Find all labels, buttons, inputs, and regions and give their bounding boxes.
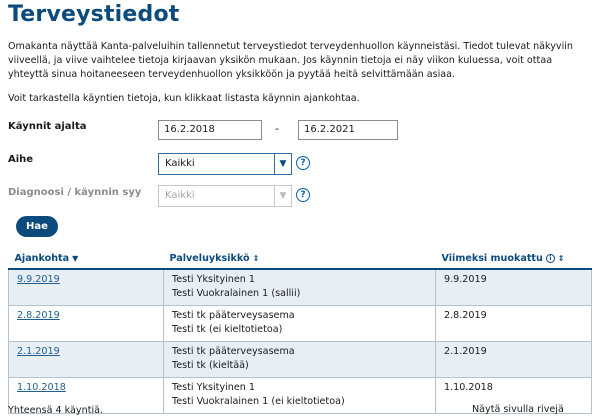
- unit-line-2: Testi Vuokralainen 1 (ei kieltotietoa): [172, 396, 345, 407]
- intro-text: Omakanta näyttää Kanta-palveluihin tallennetut terveystiedot terveydenhuollon käynneistäsi. Tiedot tulevat näkyviin viiveellä, ja viive vaihtelee tietoja kirjaavan yksikön mukaan. Jos käynnin tietoja ei näy viikon kuluessa, voit ottaa yhteyttä sinua hoitaneeseen terveydenhuollon yksikköön ja pyytää heitä selvittämään asiaa.: [8, 41, 574, 80]
- visit-date-link[interactable]: 2.1.2019: [17, 346, 60, 357]
- modified-cell: 2.8.2019: [436, 306, 592, 342]
- date-separator: -: [275, 122, 279, 135]
- table-row: [9, 269, 592, 306]
- chevron-down-icon: ▼: [274, 186, 291, 206]
- column-header-unit-label: Palveluyksikkö: [169, 252, 250, 264]
- table-row: [9, 342, 592, 378]
- date-range-label: Käynnit ajalta: [8, 121, 87, 132]
- modified-cell: 1.10.2018: [436, 378, 592, 414]
- sort-icon: ⇕: [557, 253, 565, 263]
- hint-text: Voit tarkastella käyntien tietoja, kun klikkaat listasta käynnin ajankohtaa.: [8, 93, 360, 104]
- column-header-date[interactable]: [9, 248, 164, 269]
- visit-date-cell: [9, 269, 164, 306]
- help-icon[interactable]: ?: [296, 188, 310, 202]
- visit-date-cell: [9, 306, 164, 342]
- chevron-down-icon: ▼: [274, 154, 291, 174]
- date-from-input[interactable]: 16.2.2018: [158, 120, 262, 140]
- column-header-modified-label: Viimeksi muokattu: [441, 252, 543, 264]
- unit-line-1: Testi tk pääterveysasema: [172, 346, 295, 357]
- diagnosis-label: Diagnoosi / käynnin syy: [8, 187, 142, 198]
- unit-line-1: Testi Yksityinen 1: [172, 274, 256, 285]
- unit-cell: [164, 269, 436, 306]
- visits-table: [8, 248, 592, 414]
- date-to-input[interactable]: 16.2.2021: [298, 120, 398, 140]
- unit-cell: [164, 342, 436, 378]
- modified-cell: 9.9.2019: [436, 269, 592, 306]
- total-count: Yhteensä 4 käyntiä.: [8, 405, 104, 416]
- unit-line-2: Testi tk (kieltää): [172, 360, 249, 371]
- search-button[interactable]: Hae: [16, 216, 58, 237]
- diagnosis-select: [158, 185, 292, 207]
- table-row: [9, 306, 592, 342]
- table-header-row: [9, 248, 592, 269]
- column-header-unit[interactable]: [164, 248, 436, 269]
- visit-date-link[interactable]: 1.10.2018: [17, 382, 66, 393]
- visit-date-cell: [9, 342, 164, 378]
- unit-line-2: Testi tk (ei kieltotietoa): [172, 324, 283, 335]
- topic-label: Aihe: [8, 154, 34, 165]
- unit-line-2: Testi Vuokralainen 1 (sallii): [172, 288, 301, 299]
- info-icon[interactable]: i: [546, 254, 555, 263]
- diagnosis-select-value: Kaikki: [165, 190, 195, 201]
- modified-cell: 2.1.2019: [436, 342, 592, 378]
- rows-per-page-label: Näytä sivulla rivejä: [472, 404, 564, 415]
- column-header-modified[interactable]: [436, 248, 592, 269]
- unit-cell: [164, 306, 436, 342]
- sort-descending-icon: ▼: [72, 253, 79, 263]
- unit-line-1: Testi Yksityinen 1: [172, 382, 256, 393]
- topic-select[interactable]: [158, 153, 292, 175]
- unit-cell: [164, 378, 436, 414]
- page-title: Terveystiedot: [8, 2, 180, 27]
- column-header-date-label: Ajankohta: [14, 252, 70, 264]
- visit-date-link[interactable]: 9.9.2019: [17, 274, 60, 285]
- visit-date-link[interactable]: 2.8.2019: [17, 310, 60, 321]
- help-icon[interactable]: ?: [296, 156, 310, 170]
- unit-line-1: Testi tk pääterveysasema: [172, 310, 295, 321]
- topic-select-value: Kaikki: [165, 158, 195, 169]
- sort-icon: ⇕: [252, 253, 260, 263]
